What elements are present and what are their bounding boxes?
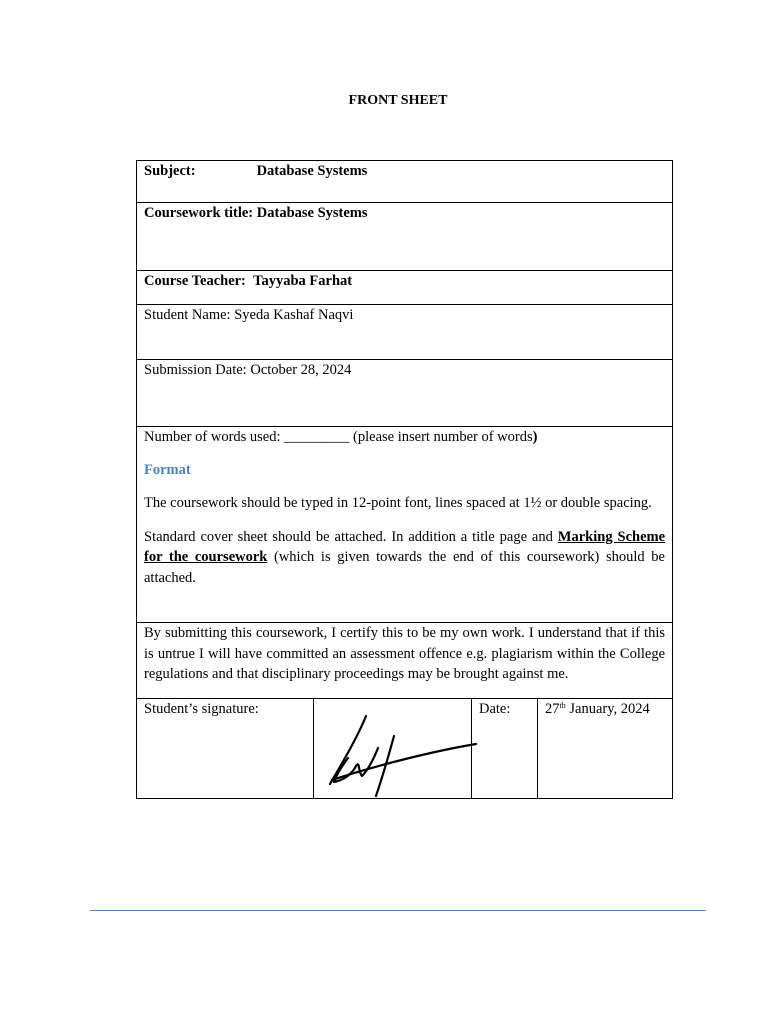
- course-teacher-label: Course Teacher:: [144, 273, 246, 289]
- words-used-blank: _________: [284, 429, 350, 445]
- format-paragraph-cover-start: Standard cover sheet should be attached. In addition a title page and: [144, 528, 558, 545]
- words-used-close: ): [532, 429, 538, 445]
- format-paragraph-font: The coursework should be typed in 12-point font, lines spaced at 1½ or double spacing.: [144, 495, 652, 511]
- coursework-title-label: Coursework title:: [144, 205, 254, 221]
- format-paragraph-cover: [144, 527, 665, 589]
- page-title: FRONT SHEET: [348, 93, 448, 108]
- student-name-label: Student Name:: [144, 307, 231, 323]
- date-rest: January, 2024: [565, 701, 650, 717]
- coursework-title-cell: [137, 203, 673, 271]
- date-day: 27: [545, 701, 560, 717]
- format-heading: Format: [144, 461, 191, 478]
- front-sheet-table: [136, 160, 673, 799]
- handwritten-signature: [318, 708, 483, 800]
- coursework-title-row: [137, 203, 673, 271]
- signature-label: Student’s signature:: [144, 701, 259, 717]
- submission-date-value: October 28, 2024: [250, 362, 352, 378]
- submission-date-row: [137, 360, 673, 427]
- format-paragraph-cover-end: (which is given towards the end of this coursework) should be attached.: [144, 549, 665, 586]
- words-used-note: (please insert number of words: [353, 429, 533, 445]
- marking-scheme-link: Marking Scheme for the coursework: [144, 528, 666, 565]
- subject-value: Database Systems: [256, 163, 368, 179]
- certification-text: By submitting this coursework, I certify this to be my own work. I understand that if this is untrue I will have committed an assessment offence e.g. plagiarism within the College regulations and that disciplinary proceedings may be brought against me.: [137, 623, 673, 699]
- certification-row: [137, 623, 673, 699]
- signature-label-cell: [137, 699, 314, 799]
- coursework-title-value: Database Systems: [256, 205, 368, 221]
- course-teacher-value: Tayyaba Farhat: [253, 273, 353, 289]
- student-name-row: [137, 305, 673, 360]
- submission-date-cell: [137, 360, 673, 427]
- submission-date-label: Submission Date:: [144, 362, 247, 378]
- date-suffix: th: [559, 701, 566, 710]
- words-used-label: Number of words used:: [144, 429, 281, 445]
- subject-cell: [137, 161, 673, 203]
- course-teacher-row: [137, 271, 673, 305]
- student-name-cell: [137, 305, 673, 360]
- course-teacher-cell: [137, 271, 673, 305]
- date-value-cell: [538, 699, 673, 799]
- subject-row: [137, 161, 673, 203]
- date-label: Date:: [479, 701, 511, 717]
- format-cell: [137, 427, 673, 623]
- subject-label: Subject:: [144, 163, 196, 179]
- words-used-line: [144, 427, 665, 448]
- format-row: [137, 427, 673, 623]
- student-name-value: Syeda Kashaf Naqvi: [234, 307, 354, 323]
- footer-divider: [90, 910, 706, 911]
